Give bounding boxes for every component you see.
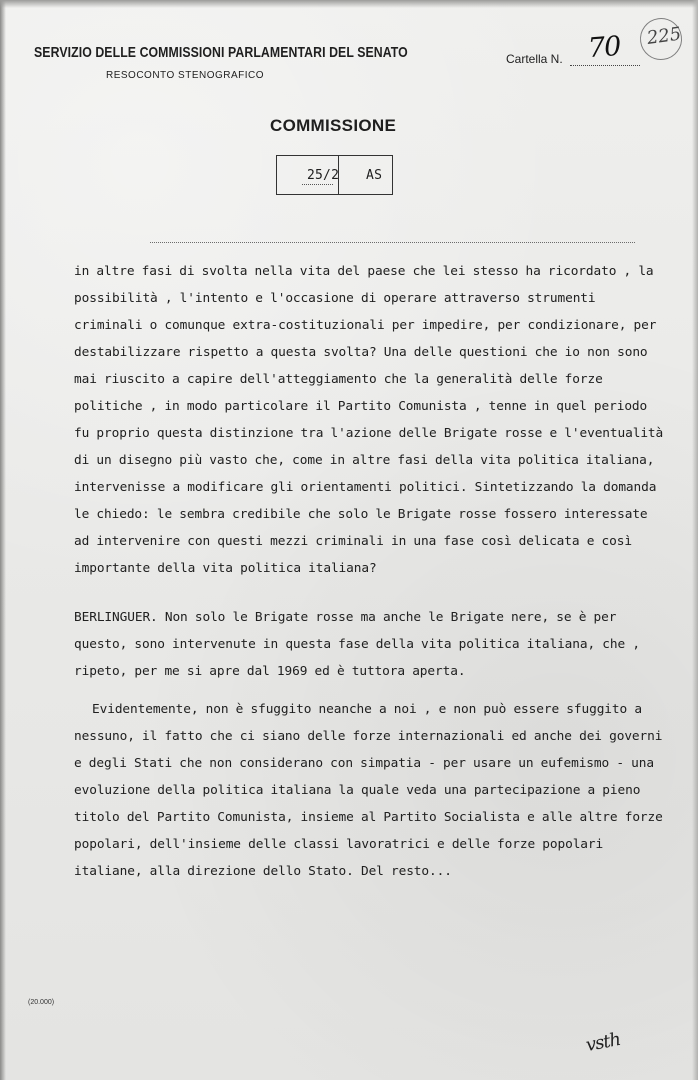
senate-service-title: SERVIZIO DELLE COMMISSIONI PARLAMENTARI DEL SENATO xyxy=(34,44,408,61)
handwritten-signature-mark: vsth xyxy=(584,1028,622,1057)
transcript-body xyxy=(74,258,664,885)
berlinguer-answer-paragraph: BERLINGUER. Non solo le Brigate rosse ma anche le Brigate nere, se è per questo, sono intervenute in questa fase della vita politica italiana, che , ripeto, per me si apre dal 1969 ed è tuttora aperta. xyxy=(74,610,640,679)
left-shadow-edge xyxy=(0,0,6,1080)
page-number-stamp: 225 xyxy=(645,23,683,49)
session-code-dotted-line xyxy=(302,184,333,185)
folder-number-dotted-line xyxy=(570,65,640,66)
top-shadow-edge xyxy=(0,0,698,8)
session-code-left: 25/2 xyxy=(307,168,340,183)
right-shadow-edge xyxy=(692,0,698,1080)
folder-number: 70 xyxy=(586,30,622,65)
question-paragraph: in altre fasi di svolta nella vita del paese che lei stesso ha ricordato , la possibilità , l'intento e l'occasione di operare attraverso strumenti criminali o comunque extra-costituzionali per impedire, per condizionare, per destabilizzare rispetto a questa svolta? Una delle questioni che io non sono mai riuscito a capire dell'atteggiamento che la generalità delle forze politiche , in modo particolare il Partito Comunista , tenne in quel periodo fu proprio questa distinzione tra l'azione delle Brigate rosse e l'eventualità di un disegno più vasto che, come in altre fasi della vita politica italiana, intervenisse a modificare gli orientamenti politici. Sintetizzando la domanda le chiedo: le sembra credibile che solo le Brigate rosse fossero interessate ad intervenire con questi mezzi criminali in una fase così delicata e così importante della vita politica italiana? xyxy=(74,264,664,576)
session-code-divider xyxy=(338,156,339,194)
folder-label: Cartella N. xyxy=(506,52,563,66)
session-code-right: AS xyxy=(366,168,383,183)
commission-title: COMMISSIONE xyxy=(270,116,397,135)
header-dotted-rule xyxy=(150,242,635,243)
session-code-box xyxy=(276,155,393,195)
document-header xyxy=(34,44,408,81)
folder-number-field xyxy=(506,30,646,72)
stenographic-report-label: RESOCONTO STENOGRAFICO xyxy=(106,70,265,81)
continued-answer-paragraph: Evidentemente, non è sfuggito neanche a noi , e non può essere sfuggito a nessuno, il fatto che ci siano delle forze internazionali ed anche dei governi e degli Stati che non considerano con simpatia - per usare un eufemismo - una evoluzione della politica italiana la quale veda una partecipazione a pieno titolo del Partito Comunista, insieme al Partito Socialista e alle altre forze popolari, dell'insieme delle classi lavoratrici e delle forze popolari italiane, alla direzione dello Stato. Del resto... xyxy=(74,702,663,879)
left-margin-code: (20.000) xyxy=(28,999,55,1006)
